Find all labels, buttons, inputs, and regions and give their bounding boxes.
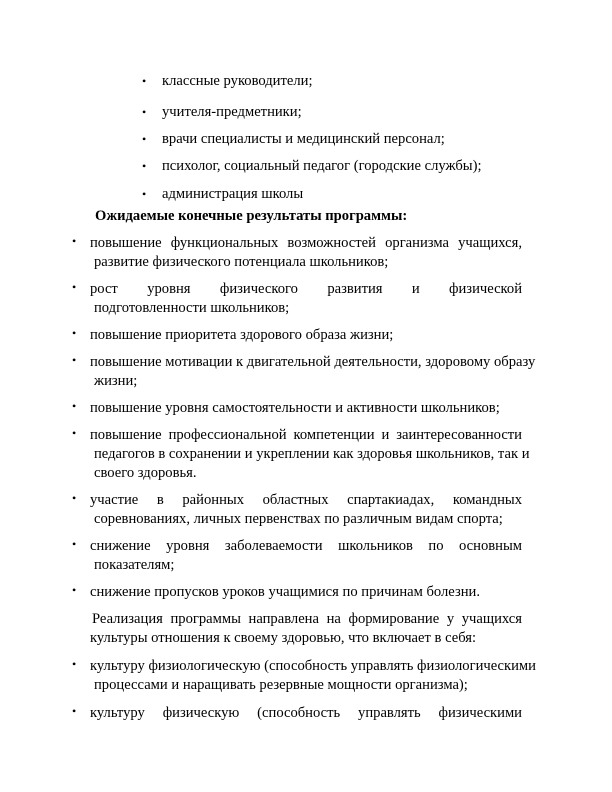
list-item-line: снижение пропусков уроков учащимися по причинам болезни. xyxy=(90,584,480,600)
list-item-line: педагогов в сохранении и укреплении как здоровья школьников, так и xyxy=(94,446,530,462)
list-item-line: повышение уровня самостоятельности и активности школьников; xyxy=(90,400,500,416)
list-item-line: показателям; xyxy=(94,557,175,573)
list-item-line: повышение мотивации к двигательной деятельности, здоровому образу xyxy=(90,354,536,370)
paragraph-line: культуры отношения к своему здоровью, что включает в себя: xyxy=(90,630,477,646)
bullet-icon: • xyxy=(72,280,77,294)
list-item-text: учителя-предметники; xyxy=(162,104,302,120)
list-item-line: культуру физиологическую (способность управлять физиологическими xyxy=(90,658,536,674)
list-item-text: врачи специалисты и медицинский персонал; xyxy=(162,131,445,147)
bullet-icon: • xyxy=(72,399,77,413)
list-item-text: администрация школы xyxy=(162,186,304,202)
bullet-icon: • xyxy=(72,537,77,551)
paragraph xyxy=(90,610,522,648)
list-item-text: психолог, социальный педагог (городские службы); xyxy=(162,158,482,174)
bullet-icon: • xyxy=(142,159,147,173)
list-item-line: культуру физическую (способность управлять физическими xyxy=(90,705,522,721)
list-item-line: жизни; xyxy=(94,373,138,389)
bullet-icon: • xyxy=(142,74,147,88)
bullet-icon: • xyxy=(72,353,77,367)
list-item-line: повышение функциональных возможностей организма учащихся, xyxy=(90,235,522,251)
bullet-icon: • xyxy=(142,132,147,146)
bullet-icon: • xyxy=(72,704,77,718)
bullet-icon: • xyxy=(72,491,77,505)
list-item-line: подготовленности школьников; xyxy=(94,300,290,316)
bullet-icon: • xyxy=(72,426,77,440)
list-item-line: своего здоровья. xyxy=(94,465,197,481)
bullet-icon: • xyxy=(72,326,77,340)
bullet-icon: • xyxy=(142,187,147,201)
bullet-icon: • xyxy=(72,657,77,671)
section-heading: Ожидаемые конечные результаты программы: xyxy=(95,208,408,224)
list-item-line: рост уровня физического развития и физической xyxy=(90,281,522,297)
list-item-line: снижение уровня заболеваемости школьников по основным xyxy=(90,538,522,554)
list-item-line: повышение приоритета здорового образа жизни; xyxy=(90,327,394,343)
bullet-icon: • xyxy=(142,105,147,119)
bullet-icon: • xyxy=(72,583,77,597)
list-item-line: развитие физического потенциала школьников; xyxy=(94,254,389,270)
list-item-line: участие в районных областных спартакиадах, командных xyxy=(90,492,522,508)
bullet-icon: • xyxy=(72,234,77,248)
list-item-line: процессами и наращивать резервные мощности организма); xyxy=(94,677,468,693)
list-item-line: соревнованиях, личных первенствах по различным видам спорта; xyxy=(94,511,503,527)
list-item-text: классные руководители; xyxy=(162,73,313,89)
list-item-line: повышение профессиональной компетенции и заинтересованности xyxy=(90,427,522,443)
paragraph-line: Реализация программы направлена на формирование у учащихся xyxy=(92,611,522,627)
